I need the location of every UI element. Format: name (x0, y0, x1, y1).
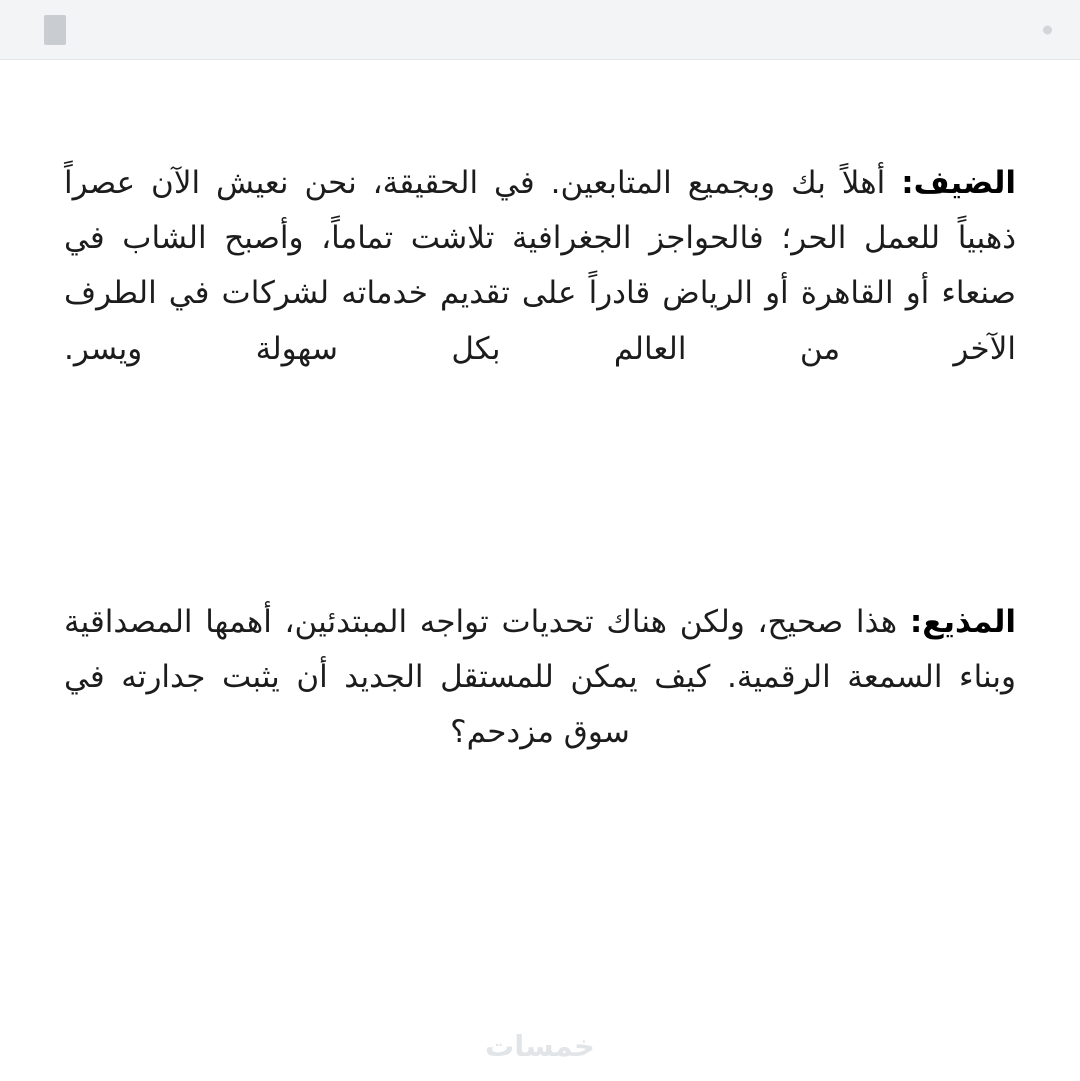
paragraph-guest (64, 156, 1016, 377)
speaker-label-guest: الضيف: (901, 165, 1016, 201)
dot-icon (1043, 25, 1052, 34)
document-content (0, 60, 1080, 760)
paragraph-text-host: هذا صحيح، ولكن هناك تحديات تواجه المبتدئين، أهمها المصداقية وبناء السمعة الرقمية. كيف يمكن للمستقل الجديد أن يثبت جدارته في سوق مزدحم؟ (64, 603, 1016, 751)
paragraph-text-guest: أهلاً بك وبجميع المتابعين. في الحقيقة، نحن نعيش الآن عصراً ذهبياً للعمل الحر؛ فالحواجز الجغرافية تلاشت تماماً، وأصبح الشاب في صنعاء أو القاهرة أو الرياض قادراً على تقديم خدماته لشركات في الطرف الآخر من العالم بكل سهولة ويسر. (64, 165, 1016, 367)
document-thumbnail-button[interactable] (44, 15, 66, 45)
paragraph-spacer (64, 377, 1016, 595)
document-page (0, 60, 1080, 1081)
paragraph-host (64, 595, 1016, 761)
speaker-label-host: المذيع: (909, 603, 1016, 640)
more-options-button[interactable] (1043, 25, 1052, 34)
top-bar (0, 0, 1080, 60)
watermark: خمسات (485, 1029, 595, 1063)
document-thumbnail-icon (44, 15, 66, 45)
